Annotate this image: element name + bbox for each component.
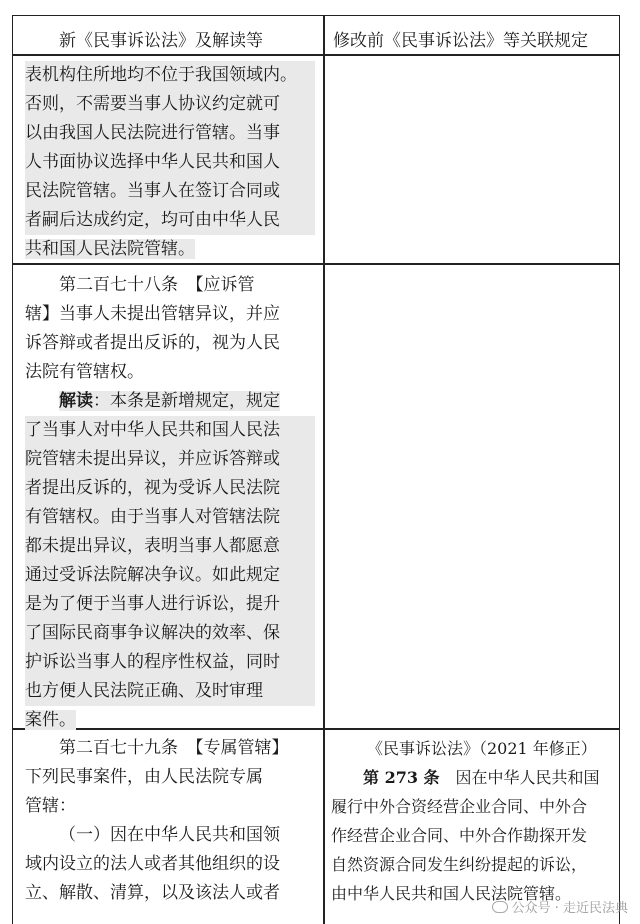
text-line: 共和国人民法院管辖。	[25, 239, 195, 259]
interpretation-line: 了国际民商事争议解决的效率、保	[25, 619, 315, 648]
article-text: 立、解散、清算，以及该法人或者	[25, 883, 280, 903]
text-line: 否则，不需要当事人协议约定就可	[25, 90, 315, 119]
text-line: 以由我国人民法院进行管辖。当事	[25, 119, 315, 148]
interpretation-line: 是为了便于当事人进行诉讼，提升	[25, 590, 315, 619]
interpretation-line: 有管辖权。由于当事人对管辖法院	[25, 503, 315, 532]
wechat-icon	[492, 901, 508, 913]
comparison-table	[12, 15, 620, 924]
interpretation-line: 都未提出异议，表明当事人都愿意	[25, 532, 315, 561]
interpretation-line: 了当事人对中华人民共和国人民法	[25, 416, 315, 445]
article-text: 诉答辩或者提出反诉的，视为人民	[25, 333, 280, 353]
law-article-label: 第 273 条	[363, 768, 440, 787]
header-left: 新《民事诉讼法》及解读等	[59, 31, 263, 51]
interpretation-first-line: 解读：本条是新增规定，规定	[59, 391, 280, 411]
law-text: 自然资源合同发生纠纷提起的诉讼，	[331, 855, 588, 874]
article-heading: 第二百七十九条 【专属管辖】	[59, 738, 289, 758]
interpretation-line: 通过受诉法院解决争议。如此规定	[25, 561, 315, 590]
article-heading: 第二百七十八条 【应诉管	[59, 275, 255, 295]
interpretation-line: 也方便人民法院正确、及时审理	[25, 677, 315, 706]
text-line: 民法院管辖。当事人在签订合同或	[25, 177, 315, 206]
law-title: 《民事诉讼法》（2021 年修正）	[367, 739, 597, 758]
interpretation-line: 者提出反诉的，视为受诉人民法院	[25, 474, 315, 503]
row3-right-cell	[331, 734, 615, 908]
text-line: 者嗣后达成约定，均可由中华人民	[25, 206, 315, 235]
header-divider	[13, 54, 619, 56]
row3-left-cell	[25, 734, 315, 908]
article-text: 法院有管辖权。	[25, 362, 144, 382]
row1-left-cell	[25, 61, 315, 264]
law-article-first-line: 第 273 条 因在中华人民共和国	[363, 768, 600, 787]
law-text: 作经营企业合同、中外合作勘探开发	[331, 826, 588, 845]
law-text: 履行中外合资经营企业合同、中外合	[331, 797, 588, 816]
header-right: 修改前《民事诉讼法》等关联规定	[333, 31, 588, 51]
watermark: 公众号 · 走近民法典	[492, 897, 628, 916]
interpretation-label: 解读	[59, 391, 93, 411]
law-text: 由中华人民共和国人民法院管辖。	[331, 884, 572, 903]
interpretation-line: 案件。	[25, 710, 76, 730]
interpretation-line: 护诉讼当事人的程序性权益，同时	[25, 648, 315, 677]
article-text: （一）因在中华人民共和国领	[59, 825, 280, 845]
row2-left-cell	[25, 271, 315, 735]
article-text: 下列民事案件，由人民法院专属	[25, 767, 263, 787]
article-text: 辖】当事人未提出管辖异议，并应	[25, 304, 280, 324]
text-line: 人书面协议选择中华人民共和国人	[25, 148, 315, 177]
text-line: 表机构住所地均不位于我国领域内。	[25, 61, 315, 90]
article-text: 管辖：	[25, 796, 76, 816]
column-divider	[323, 16, 325, 924]
article-text: 域内设立的法人或者其他组织的设	[25, 854, 280, 874]
interpretation-line: 院管辖未提出异议，并应诉答辩或	[25, 445, 315, 474]
